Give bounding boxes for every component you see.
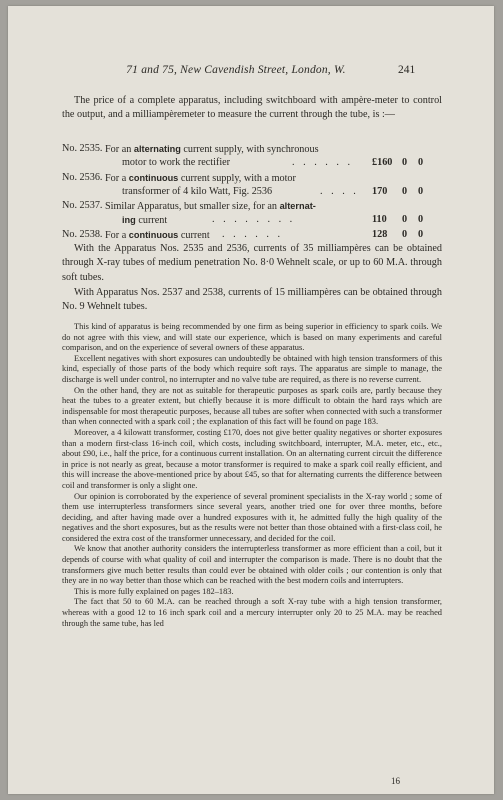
item-description: For an alternating current supply, with synchronous: [105, 144, 319, 155]
commentary-paragraph: This is more fully explained on pages 182–183.: [74, 586, 234, 596]
price-row: [62, 213, 442, 227]
leader-dots: . . . .: [320, 185, 359, 197]
item-price: 170 0 0: [372, 185, 424, 197]
commentary-paragraph: Excellent negatives with short exposures can undoubtedly be obtained with high tension transformers of this kind, especially of those parts of the body which require soft rays. The apparatus are simple to manage, the discharge is well under control, no interrupter and no valve tube are required, as there is no reverse current.: [62, 353, 442, 384]
item-description: Similar Apparatus, but smaller size, for an alternat-: [105, 201, 316, 213]
item-number: No. 2536.: [62, 171, 103, 183]
price-row: [62, 185, 442, 199]
price-row: [62, 142, 442, 156]
leader-dots: . . . . . . . .: [212, 214, 296, 226]
price-row: [62, 156, 442, 170]
signature-mark: 16: [391, 776, 400, 786]
leader-dots: . . . . . .: [292, 157, 354, 169]
item-number: No. 2535.: [62, 143, 103, 154]
item-description: motor to work the rectifier: [122, 157, 231, 169]
item-description: For a continuous current: [105, 229, 210, 241]
intro-section: [62, 94, 442, 123]
price-row: [62, 171, 442, 185]
commentary-paragraph: We know that another authority considers the interrupterless transformer as more efficient than a coil, but it depends of course with what quality of coil and interrupter the comparison is made. There is no doubt that the transformers give much better results than could ever be obtained with older coils ; our contention is only that they are in no way better than those which can be reached with the best modern coils and interrupters.: [62, 544, 442, 586]
commentary-paragraph: This kind of apparatus is being recommended by one firm as being superior in efficiency to spark coils. We do not agree with this view, and will state our experience, which is based on many experiments and careful comparison, and on the experience of several owners of these apparatus.: [62, 322, 442, 353]
commentary-paragraph: The fact that 50 to 60 M.A. can be reached through a soft X-ray tube with a high tension transformer, whereas with a good 12 to 16 inch spark coil and a mercury interrupter only 20 to 25 M.A. may be reached through the same tube, has led: [62, 597, 442, 628]
price-row: [62, 199, 442, 213]
commentary-paragraph: Our opinion is corroborated by the experience of several prominent specialists in the X-ray world ; some of them use interrupterless transformers since several years, another tried one for over three months, before deciding, and after having made over a hundred exposures with it, he admitted fully the high quality of the negatives and the short exposures, but as the results were not better than those obtained with a first-class coil, he considered the extra cost of the transformer unnecessary, and decided for the coil.: [62, 491, 442, 543]
item-price: 110 0 0: [372, 214, 424, 226]
commentary-paragraph: Moreover, a 4 kilowatt transformer, costing £170, does not give better quality negatives or shorter exposures than a modern first-class 16-inch coil, which costs, including switchboard, interrupter, M.A. meter, etc., etc., about £90, i.e., half the price, for a continuous current installation. On an alternating current circuit the difference in price is not nearly as great, because a motor transformer is required to make a spark coil really efficient, and this will increase the above-mentioned price by about £45, so that for alternating currents the difference between coil and transformer is only a slight one.: [62, 427, 442, 490]
item-description: ing current: [122, 215, 168, 227]
book-page: [8, 6, 494, 794]
page-number: 241: [398, 64, 416, 76]
price-row: [62, 228, 442, 242]
item-price: 128 0 0: [372, 228, 424, 240]
running-head: 71 and 75, New Cavendish Street, London, W.: [126, 64, 346, 76]
intro-paragraph: The price of a complete apparatus, including switchboard with ampère-meter to control the output, and a milliampèremeter to measure the current through the tube, is :—: [62, 95, 442, 121]
page-header: [8, 64, 494, 80]
currents-paragraph-2: With Apparatus Nos. 2537 and 2538, currents of 15 milliampères can be obtained through No. 9 Wehnelt tubes.: [62, 287, 442, 313]
item-description: transformer of 4 kilo Watt, Fig. 2536: [122, 185, 273, 197]
commentary-paragraph: On the other hand, they are not as suitable for therapeutic purposes as spark coils are, partly because they heat the tubes to a greater extent, but chiefly because it is more difficult to obtain the hard rays which are indispensable for most therapeutic purposes, because all tubes are softer when connected with such a transformer than when connected with a spark coil ; the explanation of this fact will be found on page 183.: [62, 385, 442, 427]
item-number: No. 2537.: [62, 200, 103, 212]
item-number: No. 2538.: [62, 228, 103, 240]
item-price: £160 0 0: [372, 157, 424, 169]
commentary-section: [62, 322, 442, 629]
currents-paragraph-1: With the Apparatus Nos. 2535 and 2536, currents of 35 milliampères can be obtained through X-ray tubes of medium penetration No. 8·0 Wehnelt scale, or up to 60 M.A. through soft tubes.: [62, 243, 442, 283]
item-description: For a continuous current supply, with a motor: [105, 172, 296, 184]
price-list: [62, 142, 442, 242]
leader-dots: . . . . . .: [222, 228, 284, 240]
